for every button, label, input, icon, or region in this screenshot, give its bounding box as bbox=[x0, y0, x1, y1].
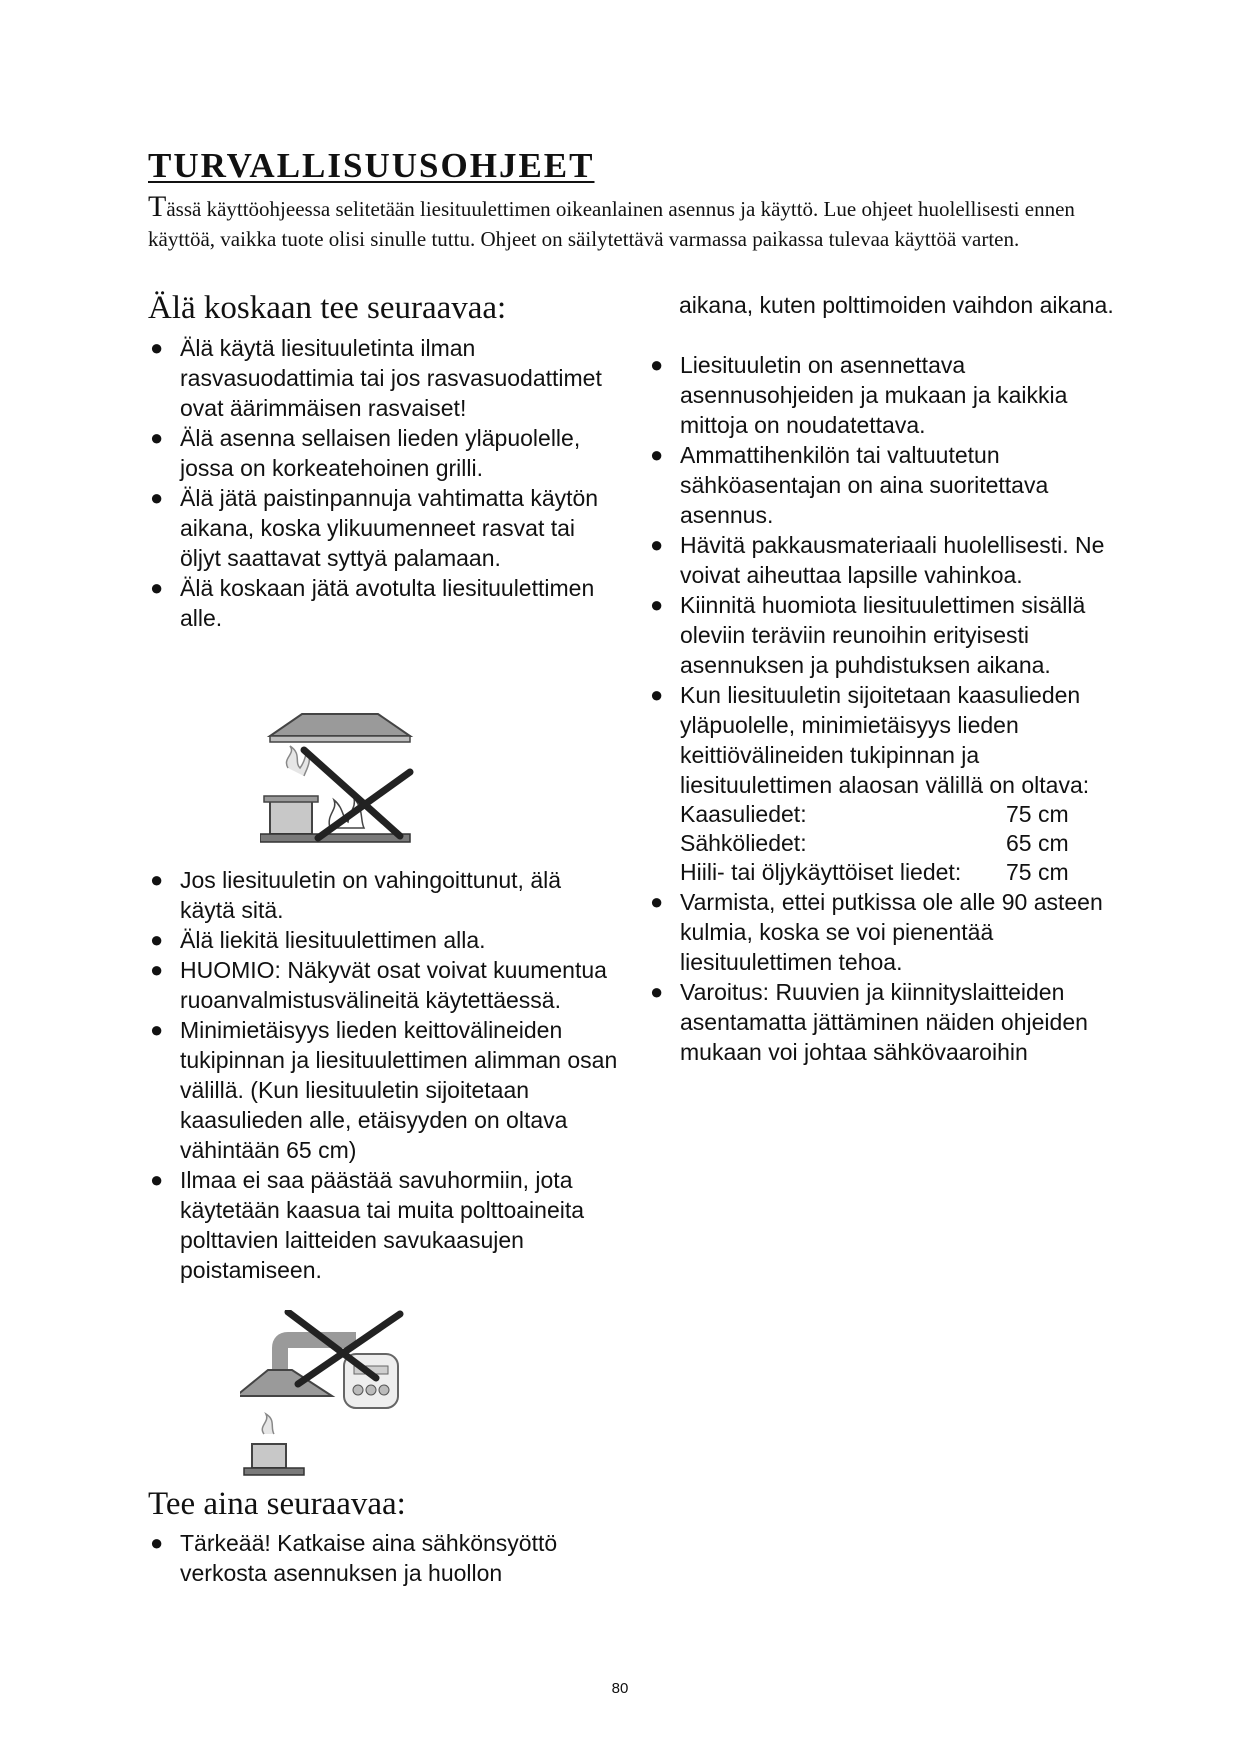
bullet-icon: ● bbox=[650, 442, 664, 467]
list-item bbox=[150, 1015, 620, 1165]
bullet-icon: ● bbox=[150, 1530, 164, 1555]
page-title: TURVALLISUUSOHJEET bbox=[148, 146, 595, 185]
distance-label: Sähköliedet: bbox=[680, 830, 807, 856]
list-item bbox=[650, 680, 1120, 887]
list-item bbox=[150, 1165, 620, 1285]
bullet-icon: ● bbox=[150, 1017, 164, 1042]
intro-paragraph bbox=[148, 192, 1088, 254]
distance-value: 65 cm bbox=[1006, 830, 1069, 856]
list-item-text: Minimietäisyys lieden keittovälineiden tukipinnan ja liesituulettimen alimman osan välillä. (Kun liesituuletin sijoitetaan kaasulieden alle, etäisyyden on oltava vähintään 65 cm) bbox=[180, 1017, 618, 1163]
list-item-text: Tärkeää! Katkaise aina sähkönsyöttö verkosta asennuksen ja huollon bbox=[180, 1530, 558, 1586]
list-item bbox=[150, 333, 620, 423]
always-heading: Tee aina seuraavaa: bbox=[148, 1486, 406, 1522]
pot-icon bbox=[252, 1444, 286, 1468]
bullet-icon: ● bbox=[150, 957, 164, 982]
list-item-text: Kun liesituuletin sijoitetaan kaasulieden yläpuolelle, minimietäisyys lieden keittiövälineiden tukipinnan ja liesituulettimen alaosan välillä on oltava: bbox=[680, 682, 1090, 798]
list-item-text: Älä koskaan jätä avotulta liesituulettimen alle. bbox=[180, 575, 595, 631]
list-item-text: Jos liesituuletin on vahingoittunut, älä käytä sitä. bbox=[180, 867, 562, 923]
list-item bbox=[150, 483, 620, 573]
bullet-icon: ● bbox=[650, 532, 664, 557]
list-item bbox=[150, 955, 620, 1015]
bullet-icon: ● bbox=[650, 592, 664, 617]
no-flue-connection-illustration bbox=[240, 1310, 420, 1480]
stove-icon bbox=[260, 834, 410, 842]
list-item-text: Älä jätä paistinpannuja vahtimatta käytön aikana, koska ylikuumenneet rasvat tai öljyt saattavat syttyä palamaan. bbox=[180, 485, 599, 571]
list-item-text: Hävitä pakkausmateriaali huolellisesti. Ne voivat aiheuttaa lapsille vahinkoa. bbox=[680, 532, 1105, 588]
intro-dropcap: T bbox=[148, 190, 167, 223]
list-item bbox=[150, 573, 620, 633]
bullet-icon: ● bbox=[150, 425, 164, 450]
bullet-icon: ● bbox=[150, 335, 164, 360]
bullet-icon: ● bbox=[650, 682, 664, 707]
intro-text: ässä käyttöohjeessa selitetään liesituulettimen oikeanlainen asennus ja käyttö. Lue ohjeet huolellisesti ennen käyttöä, vaikka tuote olisi sinulle tuttu. Ohjeet on säilytettävä varmassa paikassa tulevaa käyttöä varten. bbox=[148, 197, 1075, 251]
bullet-icon: ● bbox=[650, 352, 664, 377]
never-list-a bbox=[150, 333, 620, 633]
stove-icon bbox=[244, 1468, 304, 1475]
list-item bbox=[650, 350, 1120, 440]
list-item-text: Ilmaa ei saa päästää savuhormiin, jota käytetään kaasua tai muita polttoaineita polttavien laitteiden savukaasujen poistamiseen. bbox=[180, 1167, 585, 1283]
distance-value: 75 cm bbox=[1006, 801, 1069, 827]
list-item-text: Ammattihenkilön tai valtuutetun sähköasentajan on aina suoritettava asennus. bbox=[680, 442, 1049, 528]
always-list-start bbox=[150, 1528, 620, 1588]
bullet-icon: ● bbox=[650, 979, 664, 1004]
pot-icon bbox=[270, 800, 312, 834]
list-item bbox=[650, 887, 1120, 977]
list-item-text: Varoitus: Ruuvien ja kiinnityslaitteiden asentamatta jättäminen näiden ohjeiden mukaan voi johtaa sähkövaaroihin bbox=[680, 979, 1088, 1065]
list-item-text: Älä liekitä liesituulettimen alla. bbox=[180, 927, 486, 953]
list-item bbox=[650, 590, 1120, 680]
list-item-text: Älä asenna sellaisen lieden yläpuolelle, jossa on korkeatehoinen grilli. bbox=[180, 425, 581, 481]
list-item-text: Varmista, ettei putkissa ole alle 90 asteen kulmia, koska se voi pienentää liesituulettimen tehoa. bbox=[680, 889, 1103, 975]
distance-value: 75 cm bbox=[1006, 859, 1069, 885]
list-item bbox=[150, 925, 620, 955]
always-first-item-continuation: aikana, kuten polttimoiden vaihdon aikana. bbox=[679, 292, 1114, 318]
distance-label: Kaasuliedet: bbox=[680, 801, 807, 827]
bullet-icon: ● bbox=[150, 575, 164, 600]
list-item-text: Älä käytä liesituuletinta ilman rasvasuodattimia tai jos rasvasuodattimet ovat äärimmäisen rasvaiset! bbox=[180, 335, 602, 421]
bullet-icon: ● bbox=[650, 889, 664, 914]
list-item bbox=[150, 1528, 620, 1588]
table-row bbox=[680, 829, 1069, 858]
smoke-icon bbox=[262, 1414, 274, 1434]
page-number: 80 bbox=[611, 1680, 629, 1697]
never-list-b bbox=[150, 865, 620, 1285]
table-row bbox=[680, 800, 1069, 829]
bullet-icon: ● bbox=[150, 867, 164, 892]
list-item bbox=[650, 530, 1120, 590]
list-item-text: Liesituuletin on asennettava asennusohjeiden ja mukaan ja kaikkia mittoja on noudatettava. bbox=[680, 352, 1068, 438]
hood-icon bbox=[270, 714, 410, 736]
list-item bbox=[650, 977, 1120, 1067]
table-row bbox=[680, 858, 1069, 887]
bullet-icon: ● bbox=[150, 927, 164, 952]
bullet-icon: ● bbox=[150, 485, 164, 510]
bullet-icon: ● bbox=[150, 1167, 164, 1192]
no-open-flame-illustration bbox=[260, 710, 420, 850]
list-item-text: HUOMIO: Näkyvät osat voivat kuumentua ruoanvalmistusvälineitä käytettäessä. bbox=[180, 957, 607, 1013]
never-heading: Älä koskaan tee seuraavaa: bbox=[148, 290, 507, 326]
distance-table bbox=[680, 800, 1069, 887]
list-item bbox=[150, 423, 620, 483]
list-item bbox=[150, 865, 620, 925]
distance-label: Hiili- tai öljykäyttöiset liedet: bbox=[680, 859, 962, 885]
always-list bbox=[650, 350, 1120, 1067]
list-item-text: Kiinnitä huomiota liesituulettimen sisällä oleviin teräviin reunoihin erityisesti asennuksen ja puhdistuksen aikana. bbox=[680, 592, 1086, 678]
list-item bbox=[650, 440, 1120, 530]
